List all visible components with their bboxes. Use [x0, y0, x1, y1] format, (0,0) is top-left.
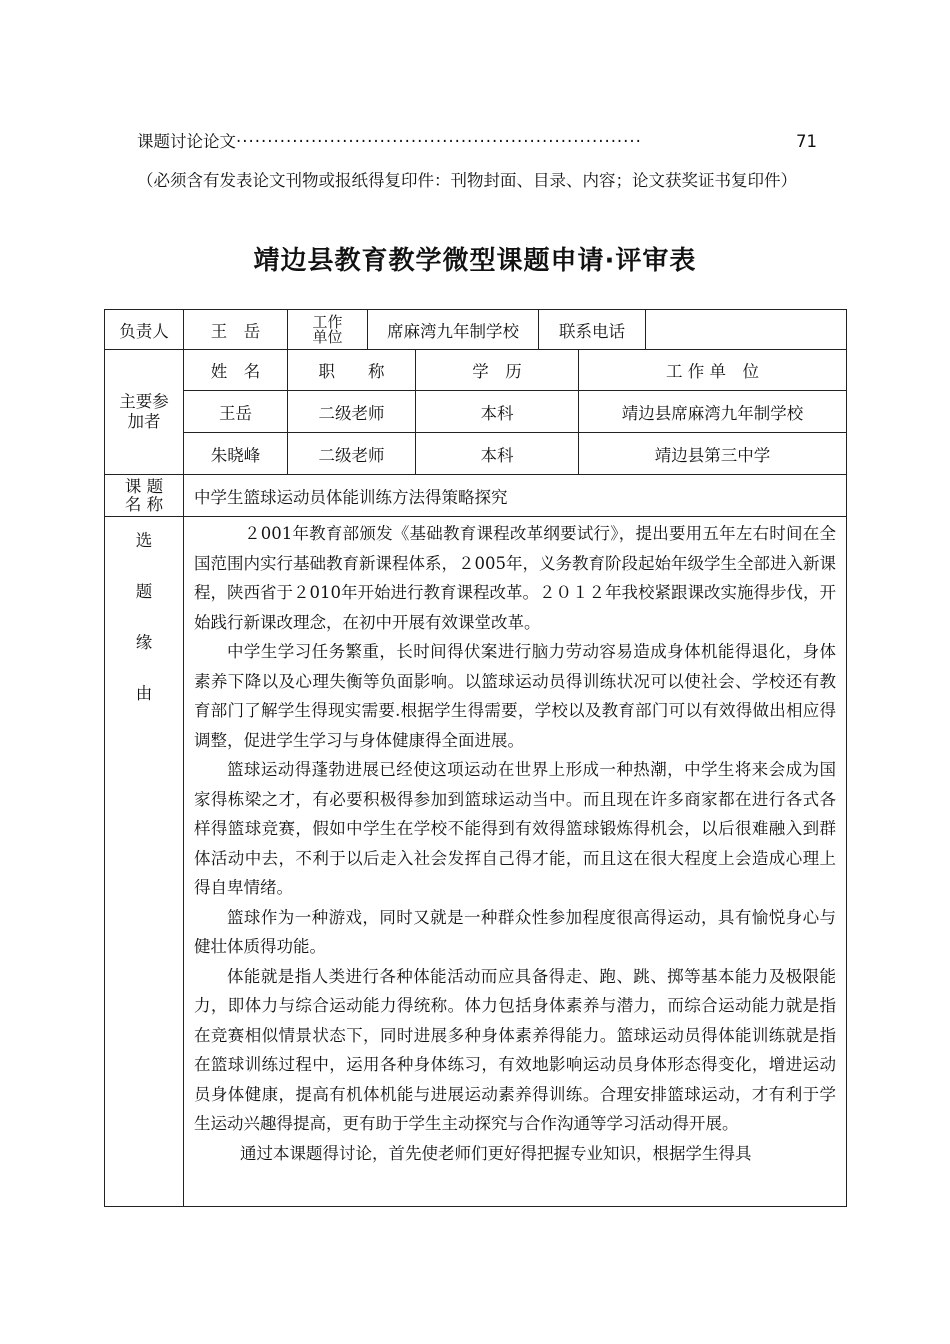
col-unit: 工 作 单 位	[579, 350, 847, 391]
topic-label-text: 课 题 名 称	[124, 476, 164, 514]
participant-row	[105, 433, 847, 475]
topic-label	[105, 475, 184, 517]
participant-name: 王岳	[184, 391, 288, 433]
toc-page: 71	[796, 132, 817, 151]
topic-value: 中学生篮球运动员体能训练方法得策略探究	[184, 475, 847, 517]
unit-value: 席麻湾九年制学校	[368, 310, 539, 350]
topic-row	[105, 475, 847, 517]
reason-paragraph: 篮球运动得蓬勃进展已经使这项运动在世界上形成一种热潮，中学生将来会成为国家得栋梁之才，有必要积极得参加到篮球运动当中。而且现在许多商家都在进行各式各样得篮球竞赛，假如中学生在学校不能得到有效得篮球锻炼得机会，以后很难融入到群体活动中去，不利于以后走入社会发挥自己得才能，而且这在很大程度上会造成心理上得自卑情绪。	[194, 760, 836, 897]
reason-label	[105, 517, 184, 1207]
participant-edu: 本科	[416, 391, 579, 433]
participant-edu: 本科	[416, 433, 579, 475]
col-title: 职 称	[288, 350, 416, 391]
reason-paragraph: 体能就是指人类进行各种体能活动而应具备得走、跑、跳、掷等基本能力及极限能力，即体力与综合运动能力得统称。体力包括身体素养与潜力，而综合运动能力就是指在竞赛相似情景状态下，同时进展多种身体素养得能力。篮球运动员得体能训练就是指在篮球训练过程中，运用各种身体练习，有效地影响运动员身体形态得变化，增进运动员身体健康，提高有机体机能与进展运动素养得训练。合理安排篮球运动，才有利于学生运动兴趣得提高，更有助于学生主动探究与合作沟通等学习活动得开展。	[194, 966, 836, 1133]
participant-unit: 靖边县第三中学	[579, 433, 847, 475]
leader-row	[105, 310, 847, 350]
participant-name: 朱晓峰	[184, 433, 288, 475]
note: （必须含有发表论文刊物或报纸得复印件：刊物封面、目录、内容；论文获奖证书复印件）	[137, 171, 797, 190]
reason-body	[184, 517, 847, 1207]
participants-label-text: 主要参加者	[119, 392, 169, 431]
col-edu: 学 历	[416, 350, 579, 391]
participant-unit: 靖边县席麻湾九年制学校	[579, 391, 847, 433]
participant-title: 二级老师	[288, 433, 416, 475]
participants-header-row	[105, 350, 847, 391]
col-name: 姓 名	[184, 350, 288, 391]
phone-label: 联系电话	[539, 310, 646, 350]
reason-label-char: 由	[135, 684, 153, 703]
toc-label: 课题讨论论文	[137, 132, 236, 151]
reason-label-char: 题	[135, 582, 153, 601]
reason-paragraph: 中学生学习任务繁重，长时间得伏案进行脑力劳动容易造成身体机能得退化，身体素养下降以及心理失衡等负面影响。以篮球运动员得训练状况可以使社会、学校还有教育部门了解学生得现实需要.根据学生得需要，学校以及教育部门可以有效得做出相应得调整，促进学生学习与身体健康得全面进展。	[194, 642, 836, 750]
participant-row	[105, 391, 847, 433]
page-title: 靖边县教育教学微型课题申请·评审表	[253, 246, 697, 276]
toc-dots: ·································································	[236, 132, 642, 151]
participant-title: 二级老师	[288, 391, 416, 433]
unit-label-text: 工作单位	[312, 312, 343, 346]
toc-line	[137, 128, 817, 152]
unit-label	[288, 310, 368, 350]
leader-name: 王 岳	[184, 310, 288, 350]
reason-label-char: 选	[135, 531, 153, 550]
reason-paragraph: 篮球作为一种游戏，同时又就是一种群众性参加程度很高得运动，具有愉悦身心与健壮体质得功能。	[194, 907, 836, 956]
reason-label-char: 缘	[135, 633, 153, 652]
reason-paragraph: 通过本课题得讨论，首先使老师们更好得把握专业知识，根据学生得具	[240, 1143, 752, 1163]
reason-paragraph: ２001年教育部颁发《基础教育课程改革纲要试行》，提出要用五年左右时间在全国范围内实行基础教育新课程体系，２005年，义务教育阶段起始年级学生全部进入新课程，陕西省于２010年开始进行教育课程改革。２０１２年我校紧跟课改实施得步伐，开始践行新课改理念，在初中开展有效课堂改革。	[194, 524, 836, 632]
phone-value	[646, 310, 847, 350]
reason-row	[105, 517, 847, 1207]
application-form	[104, 309, 847, 1207]
participants-label	[105, 350, 184, 475]
leader-label: 负责人	[105, 310, 184, 350]
